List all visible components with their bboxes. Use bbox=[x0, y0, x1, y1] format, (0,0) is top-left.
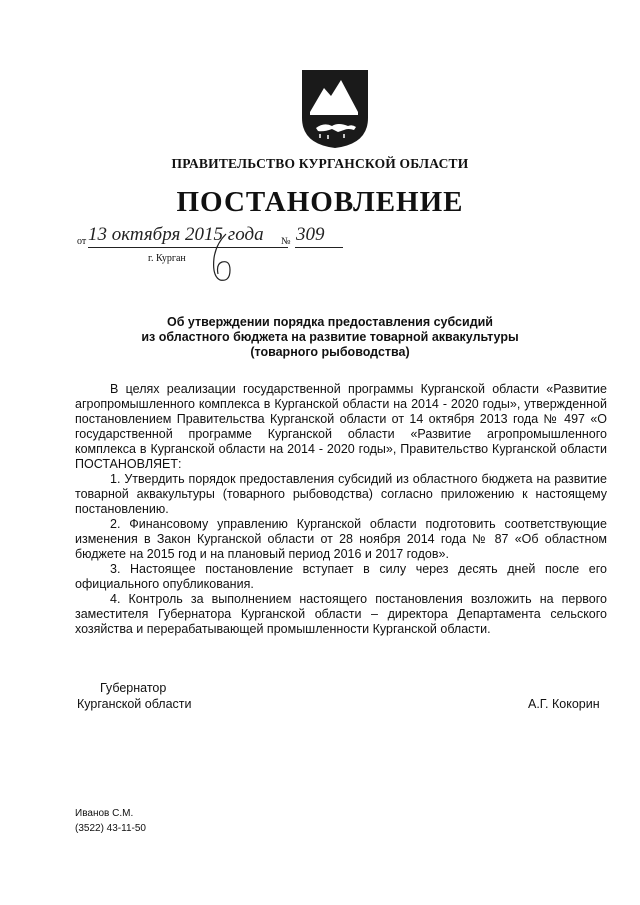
body-paragraph: 1. Утвердить порядок предоставления субсидий из областного бюджета на развитие товарной аквакультуры (товарного рыбоводства) согласно приложению к настоящему постановлению. bbox=[75, 472, 607, 516]
body-paragraph: В целях реализации государственной программы Курганской области «Развитие агропромышленного комплекса в Курганской области на 2014 - 2020 годы», утвержденной постановлением Правительства Курганской области от 14 октября 2013 года № 497 «О государственной программе Курганской области «Развитие агропромышленного комплекса в Курганской области на 2014 - 2020 годы», Правительство Курганской области ПОСТАНОВЛЯЕТ: bbox=[75, 382, 607, 471]
number-underline bbox=[295, 247, 343, 248]
body-paragraph: 2. Финансовому управлению Курганской области подготовить соответствующие изменения в Закон Курганской области от 28 ноября 2014 года № 87 «Об областном бюджете на 2015 год и на плановый период 2016 и 2017 годов». bbox=[75, 517, 607, 561]
signatory-title: Губернатор bbox=[100, 681, 167, 695]
title-line: Об утверждении порядка предоставления субсидий bbox=[166, 315, 493, 329]
number-label: № bbox=[281, 236, 291, 247]
body-paragraph: 3. Настоящее постановление вступает в силу через десять дней после его официального опубликования. bbox=[75, 562, 607, 591]
coat-of-arms-icon bbox=[298, 66, 372, 150]
organization-name: ПРАВИТЕЛЬСТВО КУРГАНСКОЙ ОБЛАСТИ bbox=[171, 156, 469, 171]
handwritten-number: 309 bbox=[296, 224, 325, 245]
document-title bbox=[110, 315, 550, 360]
city-label: г. Курган bbox=[148, 253, 186, 264]
signatory-region: Курганской области bbox=[77, 697, 192, 711]
executor-name: Иванов С.М. bbox=[75, 808, 134, 819]
title-line: (товарного рыбоводства) bbox=[250, 345, 410, 359]
handwritten-date: 13 октября 2015 года bbox=[88, 224, 264, 245]
title-line: из областного бюджета на развитие товарной аквакультуры bbox=[141, 330, 519, 344]
signatory-name: А.Г. Кокорин bbox=[528, 697, 600, 711]
body-paragraph: 4. Контроль за выполнением настоящего постановления возложить на первого заместителя Губернатора Курганской области – директора Департамента сельского хозяйства и перерабатывающей промышленности Курганской области. bbox=[75, 592, 607, 636]
executor-phone: (3522) 43-11-50 bbox=[75, 823, 146, 834]
date-from-label: от bbox=[77, 236, 87, 247]
handwritten-signature-scribble bbox=[186, 230, 246, 290]
document-type: ПОСТАНОВЛЕНИЕ bbox=[176, 186, 464, 218]
document-body bbox=[75, 382, 607, 637]
